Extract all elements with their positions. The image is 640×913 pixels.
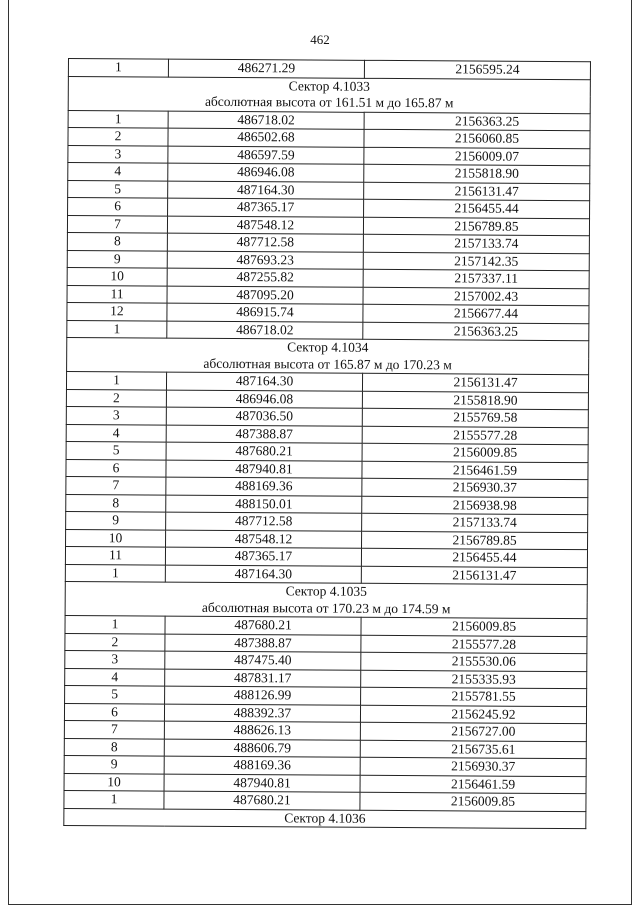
y-coordinate: 2155577.28 [361,635,587,654]
y-coordinate: 2156727.00 [360,722,586,741]
point-number: 8 [66,494,166,512]
point-number: 1 [64,790,164,808]
sector-title: Сектор 4.1034 [67,337,589,357]
point-number: 1 [66,371,166,389]
y-coordinate: 2155577.28 [362,426,588,445]
x-coordinate: 488626.13 [164,721,360,740]
y-coordinate: 2156930.37 [362,478,588,497]
x-coordinate: 487831.17 [165,669,361,688]
x-coordinate: 487548.12 [167,216,363,235]
x-coordinate: 486946.08 [166,390,362,409]
point-number: 4 [66,424,166,442]
point-number: 10 [67,267,167,285]
y-coordinate: 2157133.74 [362,513,588,532]
x-coordinate: 487475.40 [165,651,361,670]
y-coordinate: 2156009.85 [361,617,587,636]
sector-title: Сектор 4.1036 [64,808,586,829]
point-number: 2 [66,389,166,407]
y-coordinate: 2156363.25 [363,322,589,341]
point-number: 9 [67,250,167,268]
y-coordinate: 2156789.85 [362,531,588,550]
x-coordinate: 487365.17 [165,547,361,566]
y-coordinate: 2156930.37 [360,757,586,776]
x-coordinate: 486946.08 [168,163,364,182]
x-coordinate: 488392.37 [164,704,360,723]
x-coordinate: 487940.81 [164,774,360,793]
x-coordinate: 487680.21 [165,616,361,635]
y-coordinate: 2156461.59 [360,775,586,794]
coordinates-table-body [64,59,591,829]
point-number: 5 [65,685,165,703]
y-coordinate: 2156009.85 [360,792,586,811]
point-number: 10 [64,773,164,791]
x-coordinate: 487164.30 [166,372,362,391]
point-number: 2 [65,633,165,651]
x-coordinate: 487388.87 [166,425,362,444]
y-coordinate: 2156009.85 [362,443,588,462]
x-coordinate: 488169.36 [166,477,362,496]
y-coordinate: 2156461.59 [362,461,588,480]
y-coordinate: 2156131.47 [361,566,587,585]
x-coordinate: 487388.87 [165,634,361,653]
y-coordinate: 2156363.25 [364,112,590,131]
x-coordinate: 487712.58 [167,233,363,252]
x-coordinate: 486718.02 [168,111,364,130]
x-coordinate: 487036.50 [166,407,362,426]
y-coordinate: 2155818.90 [364,164,590,183]
sector-altitude: абсолютная высота от 170.23 м до 174.59 м [65,598,587,618]
x-coordinate: 487680.21 [164,791,360,810]
y-coordinate: 2156455.44 [361,548,587,567]
point-number: 2 [68,128,168,146]
y-coordinate: 2156245.92 [360,705,586,724]
y-coordinate: 2156789.85 [363,217,589,236]
x-coordinate: 487693.23 [167,251,363,270]
point-number: 4 [68,163,168,181]
x-coordinate: 487164.30 [165,565,361,584]
sector-title: Сектор 4.1035 [65,581,587,601]
point-number: 1 [67,320,167,338]
y-coordinate: 2156455.44 [364,199,590,218]
coordinates-table [63,58,591,829]
page-number: 462 [310,32,330,47]
point-number: 3 [65,650,165,668]
point-number: 1 [68,59,168,77]
point-number: 10 [66,529,166,547]
point-number: 11 [67,285,167,303]
point-number: 9 [64,755,164,773]
y-coordinate: 2155335.93 [361,670,587,689]
y-coordinate: 2156131.47 [364,182,590,201]
point-number: 6 [68,198,168,216]
point-number: 6 [64,703,164,721]
point-number: 8 [64,738,164,756]
x-coordinate: 487095.20 [167,286,363,305]
y-coordinate: 2156735.61 [360,740,586,759]
x-coordinate: 488150.01 [166,495,362,514]
x-coordinate: 486915.74 [167,303,363,322]
x-coordinate: 487164.30 [168,181,364,200]
x-coordinate: 487680.21 [166,442,362,461]
x-coordinate: 487712.58 [166,512,362,531]
y-coordinate: 2157142.35 [363,252,589,271]
y-coordinate: 2155769.58 [362,408,588,427]
y-coordinate: 2157133.74 [363,234,589,253]
y-coordinate: 2156060.85 [364,129,590,148]
point-number: 8 [67,232,167,250]
y-coordinate: 2156677.44 [363,304,589,323]
point-number: 5 [68,180,168,198]
point-number: 4 [65,668,165,686]
point-number: 5 [66,441,166,459]
x-coordinate: 486718.02 [167,321,363,340]
point-number: 3 [68,145,168,163]
point-number: 7 [66,476,166,494]
x-coordinate: 486271.29 [168,59,364,78]
point-number: 3 [66,406,166,424]
y-coordinate: 2155530.06 [361,652,587,671]
sector-title-row [64,808,586,829]
x-coordinate: 486597.59 [168,146,364,165]
point-number: 1 [65,564,165,582]
x-coordinate: 487940.81 [166,460,362,479]
sector-title: Сектор 4.1033 [68,76,590,96]
y-coordinate: 2156131.47 [362,373,588,392]
x-coordinate: 488169.36 [164,756,360,775]
point-number: 1 [65,615,165,633]
x-coordinate: 488126.99 [165,686,361,705]
y-coordinate: 2155781.55 [361,687,587,706]
x-coordinate: 487255.82 [167,268,363,287]
y-coordinate: 2156595.24 [364,60,590,79]
point-number: 7 [64,720,164,738]
point-number: 1 [68,110,168,128]
point-number: 9 [66,511,166,529]
y-coordinate: 2156009.07 [364,147,590,166]
x-coordinate: 487548.12 [166,530,362,549]
x-coordinate: 488606.79 [164,739,360,758]
y-coordinate: 2157002.43 [363,287,589,306]
x-coordinate: 486502.68 [168,128,364,147]
point-number: 12 [67,302,167,320]
sector-altitude: абсолютная высота от 161.51 м до 165.87 м [68,93,590,113]
sector-altitude: абсолютная высота от 165.87 м до 170.23 м [67,354,589,374]
y-coordinate: 2156938.98 [362,496,588,515]
x-coordinate: 487365.17 [168,198,364,217]
y-coordinate: 2155818.90 [362,391,588,410]
point-number: 6 [66,459,166,477]
y-coordinate: 2157337.11 [363,269,589,288]
point-number: 7 [67,215,167,233]
point-number: 11 [65,546,165,564]
